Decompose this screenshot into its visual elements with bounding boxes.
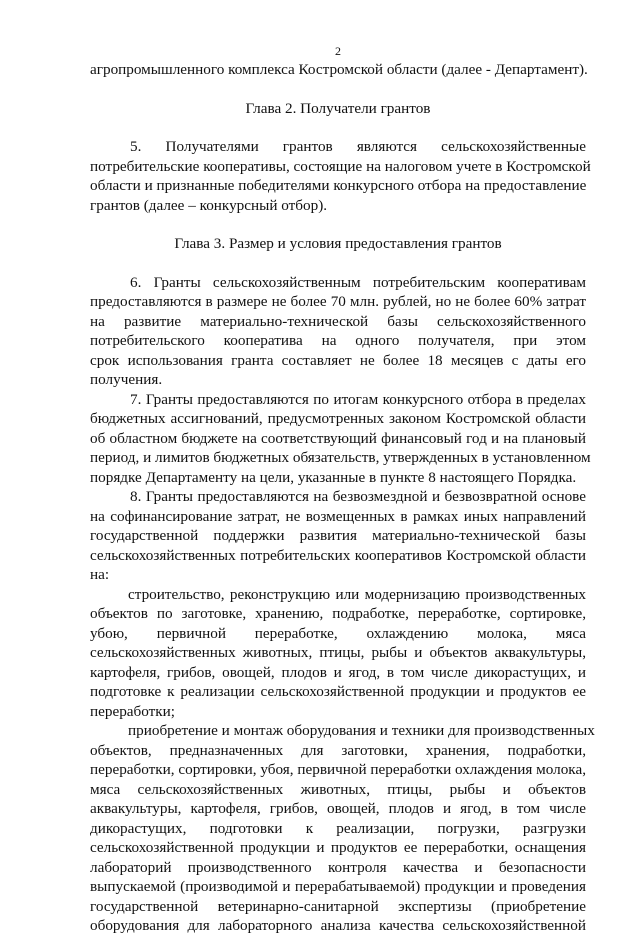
paragraph-line: аквакультуры, картофеля, грибов, овощей, плодов и ягод, в том числе xyxy=(90,800,586,817)
paragraph-line: мяса сельскохозяйственных животных, птицы, рыбы и объектов xyxy=(90,780,586,798)
intro-line: агропромышленного комплекса Костромской области (далее - Департамент). xyxy=(90,61,588,78)
paragraph-line: объектов по заготовке, хранению, подработке, переработке, сортировке, xyxy=(90,605,586,622)
paragraph-line: объектов, предназначенных для заготовки, хранения, подработки, xyxy=(90,741,586,759)
list-item-equipment xyxy=(90,721,595,936)
paragraph-line: срок использования гранта составляет не более 18 месяцев с даты его xyxy=(90,351,586,369)
paragraph-line: порядке Департаменту на цели, указанные в пункте 8 настоящего Порядка. xyxy=(90,468,577,486)
paragraph-line: 5. Получателями грантов являются сельскохозяйственные xyxy=(130,138,586,155)
paragraph-line: области и признанные победителями конкурсного отбора на предоставление xyxy=(90,177,587,194)
paragraph-line: на: xyxy=(90,566,110,583)
paragraph-line: сельскохозяйственных животных, птицы, рыбы и объектов аквакультуры, xyxy=(90,644,586,661)
paragraph-line: лабораторий производственного контроля качества и безопасности xyxy=(90,858,586,876)
paragraph-line: государственной поддержки развития материально-технической базы xyxy=(90,527,586,544)
paragraph-line: получения. xyxy=(90,371,163,388)
paragraph-line: потребительские кооперативы, состоящие на налоговом учете в Костромской xyxy=(90,157,591,175)
paragraph-line: 8. Гранты предоставляются на безвозмездной и безвозвратной основе xyxy=(130,488,586,505)
paragraph-line: картофеля, грибов, овощей, плодов и ягод, в том числе дикорастущих, и xyxy=(90,663,586,681)
chapter-2-heading: Глава 2. Получатели грантов xyxy=(245,99,431,117)
list-item-construction xyxy=(90,585,586,722)
paragraph-6 xyxy=(90,273,586,390)
paragraph-line: потребительского кооператива на одного получателя, при этом xyxy=(90,332,586,349)
paragraph-line: переработки; xyxy=(90,702,176,720)
paragraph-line: бюджетных ассигнований, предусмотренных законом Костромской области xyxy=(90,410,586,427)
paragraph-line: строительство, реконструкцию или модернизацию производственных xyxy=(128,585,586,603)
paragraph-line: предоставляются в размере не более 70 млн. рублей, но не более 60% затрат xyxy=(90,293,586,310)
paragraph-line: убою, первичной переработке, охлаждению молока, мяса xyxy=(90,624,586,642)
document-page xyxy=(90,44,595,936)
paragraph-line: на развитие материально-технической базы сельскохозяйственного xyxy=(90,312,586,330)
paragraph-line: выпускаемой (производимой и перерабатываемой) продукции и проведения xyxy=(90,878,586,895)
paragraph-line: государственной ветеринарно-санитарной экспертизы (приобретение xyxy=(90,897,586,915)
paragraph-line: сельскохозяйственной продукции и продуктов ее переработки, оснащения xyxy=(90,839,586,856)
page-number: 2 xyxy=(335,44,341,58)
paragraph-line: подготовке к реализации сельскохозяйственной продукции и продуктов ее xyxy=(90,683,586,700)
paragraph-8 xyxy=(90,487,586,585)
paragraph-7 xyxy=(90,390,591,488)
paragraph-line: на софинансирование затрат, не возмещенных в рамках иных направлений xyxy=(90,507,586,525)
paragraph-line: грантов (далее – конкурсный отбор). xyxy=(90,196,328,214)
paragraph-5 xyxy=(90,137,591,215)
chapter-3-heading: Глава 3. Размер и условия предоставления грантов xyxy=(174,235,502,252)
paragraph-line: 6. Гранты сельскохозяйственным потребительским кооперативам xyxy=(130,273,586,291)
paragraph-line: оборудования для лабораторного анализа качества сельскохозяйственной xyxy=(90,917,586,934)
paragraph-line: об областном бюджете на соответствующий финансовый год и на плановый xyxy=(90,429,586,447)
paragraph-line: сельскохозяйственных потребительских кооперативов Костромской области xyxy=(90,546,586,564)
paragraph-line: период, и лимитов бюджетных обязательств, утвержденных в установленном xyxy=(90,449,591,466)
paragraph-line: приобретение и монтаж оборудования и техники для производственных xyxy=(128,722,595,739)
paragraph-line: дикорастущих, подготовки к реализации, погрузки, разгрузки xyxy=(90,819,586,837)
paragraph-line: переработки, сортировки, убоя, первичной переработки охлаждения молока, xyxy=(90,761,586,778)
paragraph-line: 7. Гранты предоставляются по итогам конкурсного отбора в пределах xyxy=(130,390,586,408)
